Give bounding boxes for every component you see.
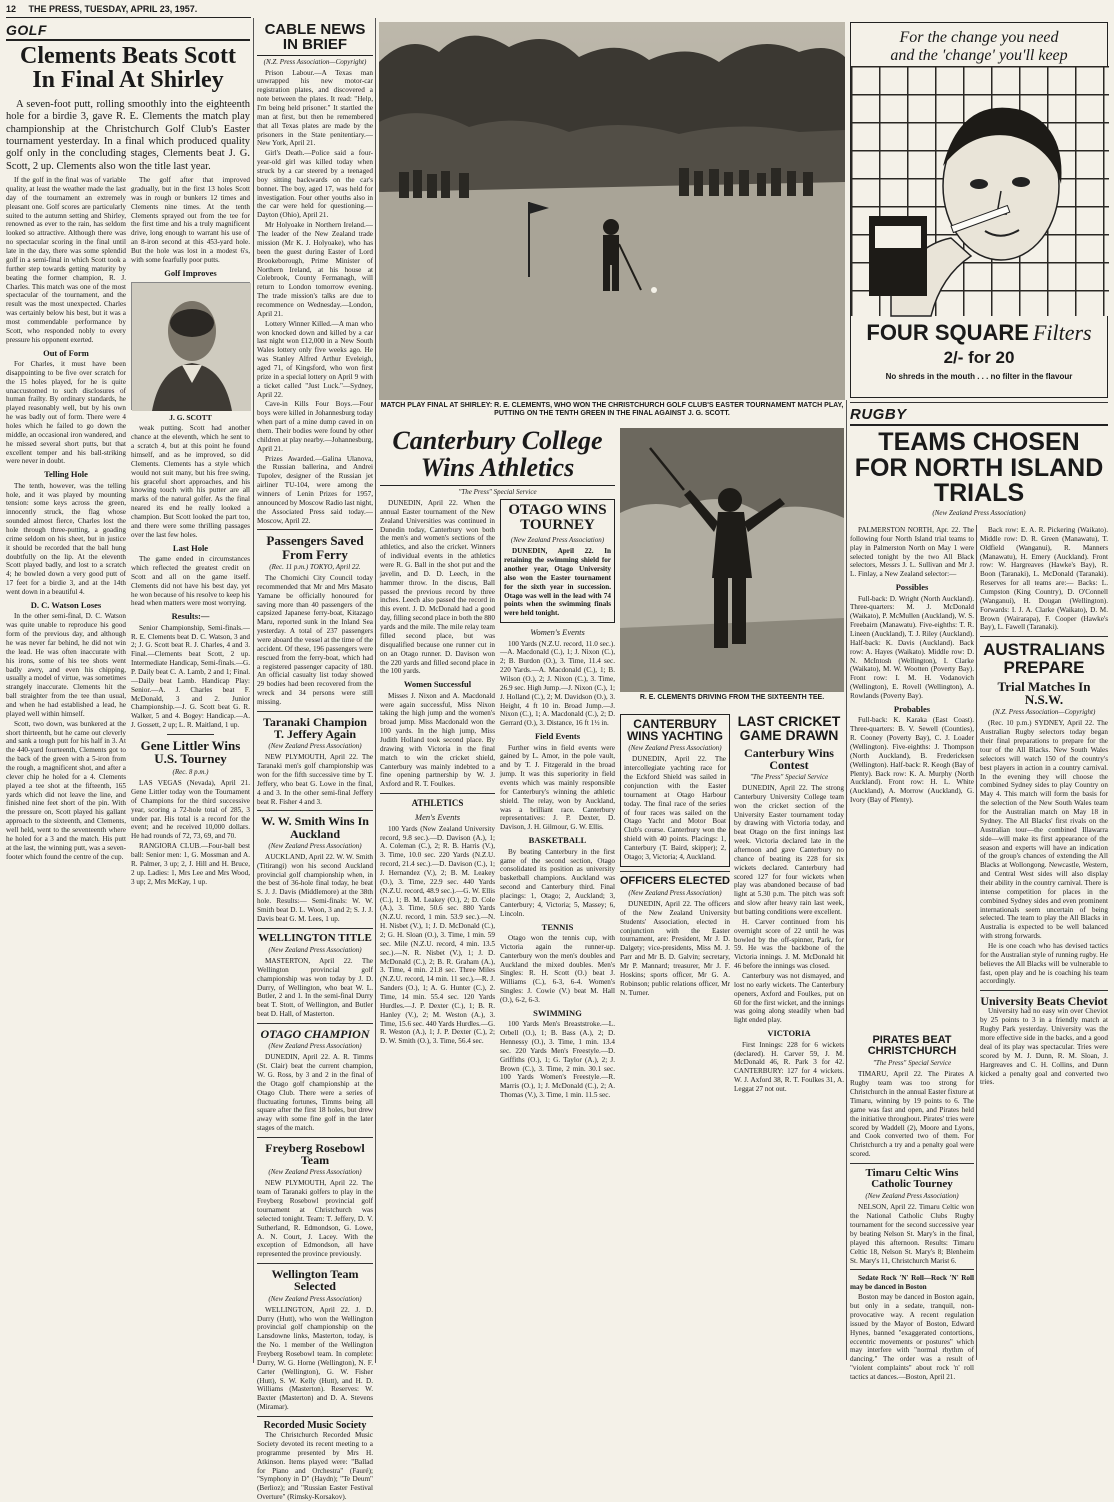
littler-headline: Gene Littler Wins U.S. Tourney: [140, 738, 241, 767]
golf-subhead: D. C. Watson Loses: [30, 599, 102, 610]
cricket-subheadline: Canterbury Wins Contest: [744, 745, 834, 772]
golf-paragraph: The tenth, however, was the telling hole, and it was played by mounting tension: some keys across the green, innocently struck, the flag whose sounded almost fierce, Charles lost the hole through three-putting, a goading crime seldom on his sheet, but in justice it should be recorded that the ball hung doubtfully on the lip. At the eleventh Scott played badly, and lost to a scratch 4; he bowled down a very good putt of 17 feet for a birdie 3, and at the 14th went down in a beautiful 4.: [6, 481, 126, 597]
golf-headline: Clements Beats Scott In Final At Shirley: [20, 43, 236, 94]
rugby-headline: TEAMS CHOSEN FOR NORTH ISLAND TRIALS: [854, 428, 1104, 507]
wellington-team-text: WELLINGTON, April 22. J. D. Durry (Hutt), who won the Wellington provincial golf championship on the Lansdowne links, Masterton, today, is the No. 1 member of the Wellington Freyberg Rosebowl team. In complete: Durry, W. G. Horne (Wellington), N. F. Carter (Wellington), G. W. Fisher (Hutt), S. W. Kelly (Hutt), and H. D. Williams (Masterton). Reserves: W. Baxter (Masterton) and D. A. Stevens (Miramar).: [257, 1305, 373, 1412]
otago-tourney-byline: (New Zealand Press Association): [510, 535, 605, 544]
littler-byline: (Rec. 8 p.m.): [172, 767, 209, 776]
officers-byline: (New Zealand Press Association): [628, 889, 722, 897]
otago-champion-byline: (New Zealand Press Association): [268, 1042, 362, 1051]
rangiora-text: RANGIORA CLUB.—Four-ball best ball: Senior men: 1, G. Mossman and A. R. Palmer, 3 up; 2, J. Hill and H. Bruce, 2 up. Ladies: 1, Mrs Lee and Mrs Wood, 3 up; 2, Mrs McKay, 1 up.: [131, 842, 250, 886]
match-play-photo: [379, 22, 845, 400]
scott-portrait: [131, 282, 250, 410]
basketball-subhead: BASKETBALL: [528, 835, 587, 846]
cricket-byline: "The Press" Special Service: [749, 773, 829, 781]
golf-paragraph: In the other semi-final, D. C. Watson was quite unable to reproduce his good form of the previous day, and although he was never far behind, he did not win the lead. He was often inaccurate with his irons, some of his tee shots went badly awry, and even his chipping, usually a model of virtue, was sometimes strangely inaccurate. Clements hit the ball straighter from the tee than usual, and when he had established a lead, he played well within himself.: [6, 612, 126, 718]
possibles-heading: Possibles: [895, 582, 929, 593]
masthead: [6, 4, 251, 18]
rugby-side-column: [980, 526, 1108, 1361]
probables-heading: Probables: [893, 703, 931, 714]
rugby-intro: PALMERSTON NORTH, Apr. 22. The following four North Island trial teams to play in Palmerston North on May 1 were selected tonight by the two All Black selectors, Messrs J. L. Sullivan and Mr J. L. Finlay, a New Zealand selector:—: [850, 526, 974, 579]
golf-subhead: Out of Form: [43, 347, 89, 358]
canterbury-college-headline: Canterbury College Wins Athletics: [380, 428, 615, 486]
canterbury-college-text: DUNEDIN, April 22. When the annual Easter tournament of the New Zealand Universities was continued in Dunedin today, Canterbury won both the men's and women's sections of the athletics, and also the cricket. Winners of individual events in the athletics were R. G. Ball in the shot put and the javelin, and D. D. Leech, in the hammer throw. In the discus, Ball passed the previous record by three inches. Leech also passed the record in this event. J. D. McDonald had a good day, filling second place in both the 880 yards and the mile. The mile relay team filled second place, but was disqualified because one runner cut in on an Otago runner. D. Davison won the 220 yards and filled second place in the 100 yards.: [380, 499, 495, 676]
four-square-advertisement: [850, 22, 1108, 398]
cable-item: Girl's Death.—Police said a four-year-old girl was killed today when struck by a car steered by a teenaged boy sitting backwards on the car's bonnet. The boy, aged 17, was held for investigation. Four other youths also in the car were held for questioning.—Dayton (Ohio), April 21.: [257, 149, 373, 220]
tennis-text: Otago won the tennis cup, with Victoria again the runner-up. Canterbury won the men's doubles and Auckland the mixed doubles. Men's Singles: R. H. Scott (O.) beat J. Williams (C.), 6-3, 6-4. Women's Singles: J. Cowie (V.) beat M. Hall (O.), 6-2, 6-3.: [500, 933, 615, 1004]
pirates-headline: PIRATES BEAT CHRISTCHURCH: [867, 1034, 957, 1058]
officers-headline: OFFICERS ELECTED: [620, 874, 731, 887]
freyberg-headline: Freyberg Rosebowl Team: [265, 1140, 365, 1168]
cricket-scores: First Innings: 228 for 6 wickets (declared). H. Carver 59, J. M. McDonald 46, R. Park 3 for 42. CANTERBURY: 127 for 4 wickets. W. J. Axford 38, R. T. Foulkes 31, A. Leggat 27 not out.: [734, 1040, 844, 1093]
golf-paragraph: If the golf in the final was of variable quality, at least the weather made the last day of the tournament an extremely pleasant one. Golf scores are particularly suited to the autumn setting and Shirley, renowned as ever to the rain, has seldom looked so attractive. Although there was no spectacular scoring in the final until late in the day, there was some splendid golf in a semi-final in which Scott took a further step towards getting maturity by beating the former champion, R. J. Charles. This match was one of the most spectacular of the tournament, and the result was the most unexpected. Charles was certainly below his best, but it was a most commendable performance by Scott, who responded nobly to every pressure his opponent exerted.: [6, 176, 126, 344]
results-heading: Results:—: [171, 611, 210, 622]
column-rule: [846, 400, 847, 1360]
ferry-text: The Chomichi City Council today recommended that Mr and Mrs Masato Yamane be officially honoured for saving more than 40 passengers of the capsized Japanese ferry-boat, Kitazago Maru, reported sunk in the Inland Sea yesterday. A total of 237 passengers were aboard the vessel at the time of the accident. Of these, 196 passengers were rescued from the ferry-boat, which had a registered passenger capacity of 180. An official casualty list today showed 29 bodies had been recovered from the wreck and 34 persons were still missing.: [257, 573, 373, 706]
golf-subhead: Golf Improves: [164, 267, 217, 278]
australians-headline: AUSTRALIANS PREPARE: [983, 640, 1105, 677]
golf-subhead: Telling Hole: [44, 469, 88, 480]
wellington-title-byline: (New Zealand Press Association): [268, 946, 362, 954]
yachting-column: [620, 714, 730, 1364]
match-play-photo-image: [379, 22, 845, 400]
athletics-heading: ATHLETICS: [411, 798, 464, 809]
smith-text: AUCKLAND, April 22. W. W. Smith (Titirangi) won his second Auckland provincial golf championship when, in the best of 36-hole final today, he beat S. J. J. Davis (Middlemore) at the 38th hole. Results:— Semi-finals: W. W. Smith beat D. L. Woon, 3 and 2; S. J. J. Davis beat G. M. Lees, 1 up.: [257, 852, 373, 923]
timaru-byline: (New Zealand Press Association): [865, 1192, 959, 1201]
ad-brand: FOUR SQUARE: [866, 320, 1029, 346]
scott-photo-caption: J. G. SCOTT: [169, 413, 212, 423]
otago-tourney-box: [500, 499, 615, 623]
cable-item: Prizes Awarded.—Galina Ulanova, the Russian ballerina, and Andrei Tupolev, designer of the Russian jet airliner TU-104, were among the winners of Lenin Prizes for 1957, announced by Moscow Radio last night, the Associated Press said today.—Moscow, April 22.: [257, 454, 373, 525]
rugby-header: [850, 406, 1108, 524]
column-rule: [375, 18, 376, 1363]
golf-subhead: Last Hole: [172, 542, 209, 553]
university-headline: University Beats Cheviot: [980, 994, 1108, 1009]
ad-price: 2/- for 20: [943, 348, 1015, 368]
wellington-team-byline: (New Zealand Press Association): [268, 1294, 362, 1303]
smith-headline: W. W. Smith Wins In Auckland: [261, 814, 369, 841]
pirates-column: [850, 1034, 974, 1381]
otago-tourney-headline: OTAGO WINS TOURNEY: [508, 502, 607, 534]
golf-section: [6, 22, 250, 1362]
cricket-text: DUNEDIN, April 22. The strong Canterbury University College team won the cricket section of the University Easter tournament today by drawing with Victoria today, and beat Otago on the first innings last week. Victoria declared late in the afternoon and gave Canterbury no chance of beating its 228 for six wickets declared. Canterbury had scored 127 for four wickets when play was abandoned because of bad light at 5.30 p.m. The pitch was soft and slow after heavy rain last week, but batting conditions were excellent.: [734, 784, 844, 917]
page-number: 12: [6, 4, 17, 14]
cable-item: Cave-in Kills Four Boys.—Four boys were killed in Johannesburg today when part of a mine dump caved in on them. Their bodies were found by other children at play nearby.—Johannesburg, April 21.: [257, 400, 373, 453]
drive-photo: [620, 428, 844, 692]
wellington-title-text: MASTERTON, April 22. The Wellington provincial golf championship was won today by J. D. Durry, of Wellington, who beat W. L. Butler, 2 and 1. In the semi-final Durry beat T. Stott, of Wellington, and Butler beat D. Hall, of Masterton.: [257, 957, 373, 1019]
pirates-text: TIMARU, April 22. The Pirates A Rugby team was too strong for Christchurch in the annual Easter fixture at Timaru, winning by 19 points to 6. The game was fast and open, and Pirates held the initiative throughout. Pirates' tries were scored by Waddell (2), Moore and Lyons, and Cook converted two of them. For Christchurch a try and a penalty goal were scored.: [850, 1070, 974, 1159]
australians-tail: He is one coach who has devised tactics for the Australian style of running rugby. He believes the All Blacks will be vulnerable to fast, open play and he is coaching his team accordingly.: [980, 941, 1108, 986]
cable-item: Lottery Winner Killed.—A man who won knocked down and killed by a car last night won £12,000 in a New South Wales lottery only five weeks ago. He was Stanley Alfred Arthur Eveleigh, aged 71, of Kingsford, who won first prize in a special lottery on April 9 with a ticket called "Just Luck."—Sydney, April 22.: [257, 319, 373, 399]
section-tag-rugby: RUGBY: [850, 406, 1108, 426]
wellington-title-headline: WELLINGTON TITLE: [258, 931, 372, 944]
cable-byline: (N.Z. Press Association—Copyright): [263, 57, 367, 66]
taranaki-text: NEW PLYMOUTH, April 22. The Taranaki men's golf championship was won for the fifth successive time by T. Jeffery, who beat G. Lowe in the final, 4 and 3. In the other semi-final Jeffery beat R. Fisher 4 and 3.: [257, 753, 373, 806]
freyberg-text: NEW PLYMOUTH, April 22. The team of Taranaki golfers to play in the Freyberg Rosebowl provincial golf tournament at Christchurch was selected tonight. Team: T. Jeffery, D. V. Sutherland, R. Edmondson, G. Lowe, A. N. Court, J. Lacey. With the exception of Edmondson, all have represented the province previously.: [257, 1179, 373, 1259]
ad-brand2: Filters: [1032, 320, 1092, 346]
sedate-text: Boston may be danced in Boston again, but only in a sedate, tranquil, non-provocative way. A recent regulation issued by the Mayor of Boston, Edward Hynes, banned "exaggerated contortions, eccentric movements or postures" which may interfere with "normal rhythm of dancing." The order was a result of "violent complaints" about rock 'n' roll tactics at dances.—Boston, April 21.: [850, 1293, 974, 1381]
cable-headline: CABLE NEWS IN BRIEF: [257, 22, 373, 56]
column-rule: [976, 525, 977, 1360]
officers-text: DUNEDIN, April 22. The officers of the New Zealand University Students' Association, elected in conjunction with the Easter tournament, are: President, Mr J. D. Dalgety; vice-presidents, Miss M. J. Parr and Mr B. D. Galvin; secretary, Mr P. Mannard; treasurer, Mr J. F. Hoskins; sports officer, Mr G. A. Robinson; public relations officer, Mr N. Turner.: [620, 900, 730, 997]
cable-item: Prison Labour.—A Texas man unwrapped his new motor-car registration plates, and discovered a note between the plates. It read: "Help, I'm being held prisoner." It startled the man at first, but then he remembered that all Texas plates are made by the prisoners in the State penitentiary.—New York, April 21.: [257, 68, 373, 148]
australians-byline: (N.Z. Press Association—Copyright): [992, 708, 1096, 717]
cricket-headline: LAST CRICKET GAME DRAWN: [737, 713, 841, 744]
match-play-caption: MATCH PLAY FINAL AT SHIRLEY: R. E. CLEMENTS, WHO WON THE CHRISTCHURCH GOLF CLUB'S EASTER TOURNAMENT MATCH PLAY, PUTTING ON THE TENTH GREEN IN THE FINAL AGAINST J. G. SCOTT.: [380, 402, 844, 418]
canterbury-college-text2: Misses J. Nixon and A. Macdonald were again successful, Miss Nixon taking the high jump and the women's broad jump. Miss Macdonald won the 100 yards. In the high jump, Miss Judith Holland took second place. By drawing with Victoria in the final match to win the cricket shield, Canterbury was mainly indebted to a fine opening partnership by W. J. Axford and R. T. Foulkes.: [380, 691, 495, 789]
column-rule: [253, 18, 254, 1363]
basketball-text: By beating Canterbury in the first game of the second section, Otago consolidated its position as university basketball champions. Auckland was second and Canterbury third. Final placings: 1, Otago; 2, Auckland; 3, Canterbury; 4, Victoria; 5, Massey; 6, Lincoln.: [500, 847, 615, 918]
canterbury-college-article: [380, 428, 615, 1358]
ferry-byline: (Rec. 11 p.m.) TOKYO, April 22.: [269, 562, 361, 571]
swimming-text: 100 Yards Men's Breaststroke.—L. Orbell (O.), 1; B. Bass (A.), 2; D. Hennessy (O.), 3. Time, 1 min. 13.4 sec. 220 Yards Men's Freestyle.—D. Griffiths (O.), 1; G. Taylor (A.), 2; J. Brown (C.), 3. Time, 2 min. 30.1 sec. 100 Yards Women's Freestyle.—R. Marris (O.), 1; J. McDonald (C.), 2; A. Thomas (V.), 3. Time, 1 min. 11.5 sec.: [500, 1020, 615, 1100]
womens-events-text: 100 Yards (N.Z.U. record, 11.0 sec.).—A. Macdonald (C.), 1; J. Nixon (C.), 2; B. Burdon (O.), 3. Time, 11.4 sec. 220 Yards.—A. Macdonald (C.), 1; B. Wilson (O.), 2; J. Nixon (C.), 3. Time, 26.9 sec. High Jump.—J. Nixon (C.), 1; J. Holland (C.), 2; M. Davidson (O.), 3. Height, 4 ft 10 in. Broad Jump.—J. Nixon (C.), 1; A. Macdonald (C.), 2; D. Gerrard (O.), 3. Distance, 16 ft 1½ in.: [500, 639, 615, 728]
timaru-headline: Timaru Celtic Wins Catholic Tourney: [865, 1167, 959, 1191]
cable-item: Mr Holyoake in Northern Ireland.—The leader of the New Zealand trade mission (Mr K. J. Holyoake), who has been the guest during Easter of Lord Brookeborough, Prime Minister of Northern Ireland, at his house at Colebrook, County Fermanagh, will return to London tomorrow evening. The trade mission's talks are due to recommence on Wednesday.—London, April 21.: [257, 221, 373, 318]
section-tag-golf: GOLF: [6, 22, 250, 41]
yachting-text: DUNEDIN, April 22. The intercollegiate yachting race for the Eckford Shield was sailed in conjunction with the Easter tournament at Otago Harbour today. The final race of the series of four races was sailed on the Otago Yacht and Motor Boat Club's course. Canterbury won the shield with 40 points. Placings: 1, Canterbury (T. Baird, skipper); 2, Otago; 3, Victoria; 4, Auckland.: [624, 755, 726, 861]
ad-illustration: [851, 66, 1109, 316]
music-headline: Recorded Music Society: [263, 1419, 367, 1431]
yachting-box: [620, 714, 730, 867]
littler-text: LAS VEGAS (Nevada), April 21. Gene Littler today won the Tournament of Champions for the third successive year, scoring a 72-hole total of 285, 3 under par. His total is a record for the event; and he received 10,000 dollars. He had rounds of 72, 73, 69, and 70.: [131, 779, 250, 841]
music-text: The Christchurch Recorded Music Society devoted its recent meeting to a programme presented by Mrs H. Atkinson. Items played were: "Ballad for Piano and Orchestra" (Fauré); "Symphony in D" (Haydn); "Te Deum" (Berlioz); and "Russian Easter Festival Overture" (Rimsky-Korsakov).: [257, 1431, 373, 1502]
cricket-column: [734, 714, 844, 1364]
masthead-title: THE PRESS, TUESDAY, APRIL 23, 1957.: [28, 4, 198, 14]
ad-tagline: No shreds in the mouth . . . no filter in the flavour: [885, 372, 1073, 382]
freyberg-byline: (New Zealand Press Association): [268, 1168, 362, 1177]
ad-slogan-line1: For the change you need: [899, 29, 1059, 46]
taranaki-headline: Taranaki Champion T. Jeffery Again: [263, 714, 367, 742]
scott-portrait-image: [132, 283, 251, 411]
drive-caption: R. E. CLEMENTS DRIVING FROM THE SIXTEENTH TEE.: [639, 694, 825, 701]
womens-events-subhead: Women's Events: [530, 627, 585, 638]
ferry-headline: Passengers Saved From Ferry: [266, 533, 364, 562]
field-events-text: Further wins in field events were gained by L. Amor, in the pole vault, and by T. J. Fitzgerald in the broad jump. It was this superiority in field events which was mainly responsible for Canterbury's winning the athletic shield. The relay, won by Auckland, was a brilliant race. Canterbury representatives: J. P. Dexter, D. Davison, J. H. Gilmour, G. W. Ellis.: [500, 743, 615, 832]
australians-text: (Rec. 10 p.m.) SYDNEY, April 22. The Australian Rugby selectors today began their final preparations to prepare for the tour of the All Blacks. New South Wales selectors will watch 150 of the country's best players in action in a country carnival. In the evening they will choose the combined Sydney sides to play Country on May 4. This match will form the basis for the selection of the New South Wales team for the Australian match on May 18 in Sydney. The All Blacks' first rivals on the Australian tour—the combined Illawarra side—will make its first appearance of the season and experts will have an indication of the group's chances of extending the All Blacks at Wollongong. Newcastle, Western, and Central West sides will also display their ability in the country carnival. There is intense competition for places in the combined Sydney sides and even prominent internationals seem uncertain of being selected. The team to play the All Blacks in Australia is expected to be well balanced with strong forwards.: [980, 719, 1108, 941]
golf-paragraph: The golf after that improved gradually, but in the first 13 holes Scott was in rough or bunkers 12 times and Clements nine times. At the tenth Clements sprayed out from the tee for the first time and his a truly magnificent drive, long enough to warrant his use of an 8-iron second at this 453-yard hole. But the hole was lost in a modest 6's, with some fearfully poor putts.: [131, 176, 250, 264]
taranaki-byline: (New Zealand Press Association): [268, 742, 362, 751]
pirates-byline: "The Press" Special Service: [872, 1059, 952, 1068]
smith-byline: (New Zealand Press Association): [268, 841, 362, 850]
otago-champion-headline: OTAGO CHAMPION: [260, 1027, 370, 1042]
otago-champion-text: DUNEDIN, April 22. A. R. Timms (St. Clair) beat the current champion, W. G. Ross, by 3 and 2 in the final of the Otago golf championship at the Otago Club. There were a series of fluctuating fortunes, Timms being all square after the first 18 holes, but drew away with some fine golf in the later stages of the match.: [257, 1053, 373, 1133]
golf-paragraph: Scott, two down, was bunkered at the short thirteenth, but he came out cleverly and sank a tough putt for his half in 3. At the 440-yard fourteenth, Clements got to the back of the green with a 5-iron from the rough, a magnificent shot, and after a clever chip he holed for a 4. Clements played a tee shot at the fifteenth, 165 yards which did not leave the line, and finished nine feet short of the pin. With the pressure on, Scott played his gallant approach to the sixteenth, and Clements, well held, went to the seventeenth where he holed for a 3 and the match. His putt at the last, the winning putt, was a seven-footer which found the centre of the cup.: [6, 719, 126, 861]
mens-events-text: 100 Yards (New Zealand University record, 9.8 sec.).—D. Davison (A.), 1; A. Coleman (C.), 2; R. B. Harris (V.), 3. Time, 10.0 sec. 220 Yards (N.Z.U. record, 21.4 sec.).—D. Davison (C.), 1; J. Hernandez (V.), 2; B. M. Leakey (O.), 3. Time, 22.9 sec. 440 Yards (N.Z.U. record, 48.9 sec.).—G. W. Ellis (C.), 1; B. M. Leakey (O.), 2; D. Cole (A.), 3. Time, 50.6 sec. 880 Yards (N.Z.U. record, 1 min. 53.9 sec.).—N. H. Nisbet (V.), 1; J. D. McDonald (C.), 2; G. H. Sloan (O.), 3. Time, 1 min. 59 sec. Mile (N.Z.U. record, 4 min. 13.5 sec.).—N. R. Nisbet (V.), 1; J. D. McDonald (C.), 2; B. R. Graham (A.), 3. Time, 4 min. 21.8 sec. Three Miles (N.Z.U. record, 14 min. 11 sec.).—R. J. Sanders (O.), 1; A. G. Hunter (C.), 2. Time, 14 min. 55.4 sec. 120 Yards Hurdles.—J. P. Dexter (C.), 1; B. R. Hanley (V.), 2; M. Weston (A.), 3. Time, 15.6 sec. 440 Yards Hurdles.—G. R. Weston (A.), 1; J. P. Dexter (C.), 2; D. W. Smith (O.), 3. Time, 56.4 sec.: [380, 824, 495, 1046]
probables-list: Full-back: K. Karaka (East Coast). Three-quarters: B. V. Sewell (Counties), R. Cooney (Poverty Bay), C. J. Loader (Wellington). Five-eighths: J. Thompson (North Auckland), B. Fredericksen (Wellington). Half-back: R. Keogh (Bay of Plenty). Back row: K. A. Murphy (North Auckland). Front row: H. L. White (Auckland), A. Morrow (Auckland), G. Ivory (Bay of Plenty).: [850, 716, 974, 805]
tennis-subhead: TENNIS: [541, 921, 574, 932]
field-events-subhead: Field Events: [534, 731, 581, 742]
cricket-scores-heading: VICTORIA: [767, 1028, 811, 1039]
wellington-team-headline: Wellington Team Selected: [271, 1267, 359, 1294]
cricket-text3: Canterbury was not dismayed, and lost no early wickets. The Canterbury openers, Axford and Foulkes, put on 60 for the first wicket, and the innings was going along steadily when bad light ended play.: [734, 972, 844, 1025]
cricket-text2: H. Carver continued from his overnight score of 22 until he was bowled by the off-spinner, Park, for 59. He was the backbone of the Victoria innings. J. M. McDonald hit 46 before the innings was closed.: [734, 917, 844, 971]
golf-paragraph: The game ended in circumstances which reflected the greatest credit on Scott and all on the game itself. Clements did not have his best day, yet he won because of his resolve to keep his head when matters were most worrying.: [131, 555, 250, 608]
results-text: Senior Championship, Semi-finals.—R. E. Clements beat D. C. Watson, 3 and 2; J. G. Scott beat R. J. Charles, 4 and 3. Final.—Clements beat Scott, 2 up. Intermediate Handicap, Semi-finals.—G. P. Daily beat C. A. Lamb, 2 and 1; Final.—Daily beat Lamb. Handicap Play: Senior.—A. J. Charles beat F. McDonald, 3 and 2. Junior Championship.—J. G. Scott beat G. R. Walker, 5 and 4. Bogey: Handicap.—A. J. Gossett, 2 up; L. R. Maitland, 1 up.: [131, 623, 250, 730]
otago-tourney-text: DUNEDIN, April 22. In retaining the swimming shield for another year, Otago University also won the Easter tournament for the sixth year in succession. Otago was well in the lead with 74 points when the swimming finals were held tonight.: [504, 547, 611, 618]
cable-news-column: [257, 21, 373, 1502]
sedate-headline: Sedate Rock 'N' Roll—Rock 'N' Roll may be danced in Boston: [850, 1274, 974, 1292]
timaru-text: NELSON, April 22. Timaru Celtic won the National Catholic Clubs Rugby tournament for the second successive year by beating Nelson St. Mary's in the final, played this afternoon. Results: Timaru Celtic 18, Nelson St. Mary's 8; Blenheim St. Mary's 11, Christchurch Marist 6.: [850, 1203, 974, 1265]
canterbury-college-byline: "The Press" Special Service: [458, 488, 537, 497]
golf-paragraph: weak putting. Scott had another chance at the eleventh, which he sent to a scratch 4, but at this point he found himself, and as he improved, so did Clements. Clements has a style which would not suit many, but his free swing, his graceful short approaches, and his knowing touch with his putter are all marks of the natural golfer. As the final neared its end he really looked a champion. But Scott looked the part too, and there were some thrilling passages over the last few holes.: [131, 424, 250, 539]
golf-paragraph: For Charles, it must have been disappointing to be five over scratch for the 15 holes played, for he is quite unaccustomed to such disclosures of human frailty. By ordinary standards, he played reasonably well, but by his own he was badly out of form. There were 4 holes which he failed to go down the middle, an occasional iron wandered, and he missed several short putts, but that excellent temper and his ball-striking were never in doubt.: [6, 359, 126, 466]
australians-subheadline: Trial Matches In N.S.W.: [997, 678, 1091, 708]
golf-lede: A seven-foot putt, rolling smoothly into the eighteenth hole for a birdie 3, gave R. E. Clements the match play championship at the Christchurch Golf Club's Easter tournament yesterday. In a final which produced quality golf only in the concluding stages, Clements beat J. G. Scott, 2 up. Clements also won the title last year.: [6, 98, 250, 172]
yachting-byline: (New Zealand Press Association): [628, 744, 722, 753]
women-subhead: Women Successful: [403, 679, 472, 690]
university-text: University had no easy win over Cheviot by 25 points to 3 in a friendly match at Rugby Park yesterday. University was the more effective side in the backs, and a good deal of its play was spectacular. Tries were scored by M. J. Dunn, R. M. Sloan, J. Hargreaves and C. H. Collins, and Dunn kicked a penalty goal and converted two tries.: [980, 1007, 1108, 1087]
yachting-headline: CANTERBURY WINS YACHTING: [626, 717, 723, 744]
possibles-list: Full-back: D. Wright (North Auckland). Three-quarters: M. J. McDonald (Waikato), P. McMullen (Auckland), W. S. Freebairn (Manawatu). Five-eighths: T. R. Lineen (Auckland), T. J. Riley (Auckland). Half-back: K. Davis (Auckland). Back row: A. Hayes (Waikato). Middle row: D. N. McIntosh (Wellington), I. Clarke (Waikato), M. W. Wootten (Poverty Bay). Front row: I. M. H. Vodanovich (Wellington), E. Rovell (Wellington), A. Rowlands (Poverty Bay).: [850, 594, 974, 701]
rugby-byline: (New Zealand Press Association): [932, 508, 1026, 517]
mens-events-subhead: Men's Events: [414, 812, 460, 823]
rugby-side-text: Back row: E. A. R. Pickering (Waikato). Middle row: D. R. Green (Manawatu), T. Oldfield (Wanganui), R. Manners (Manawatu), H. Emery (Auckland). Front row: W. Hargreaves (Hawke's Bay), R. Boon (Taranaki), L. McDonald (Taranaki). Reserves for all teams are:— Backs: L. Cumpston (King Country), D. O'Connell (Wanganui), H. Dougan (Wellington). Forwards: I. J. A. Clarke (Waikato), D. M. Brown (Wairarapa), F. Cooper (Hawke's Bay), L. Fawell (Taranaki).: [980, 526, 1108, 632]
swimming-subhead: SWIMMING: [533, 1007, 582, 1018]
drive-photo-image: [620, 428, 844, 692]
ad-slogan-line2: and the 'change' you'll keep: [890, 46, 1068, 64]
rugby-teams-column: [850, 526, 974, 1031]
